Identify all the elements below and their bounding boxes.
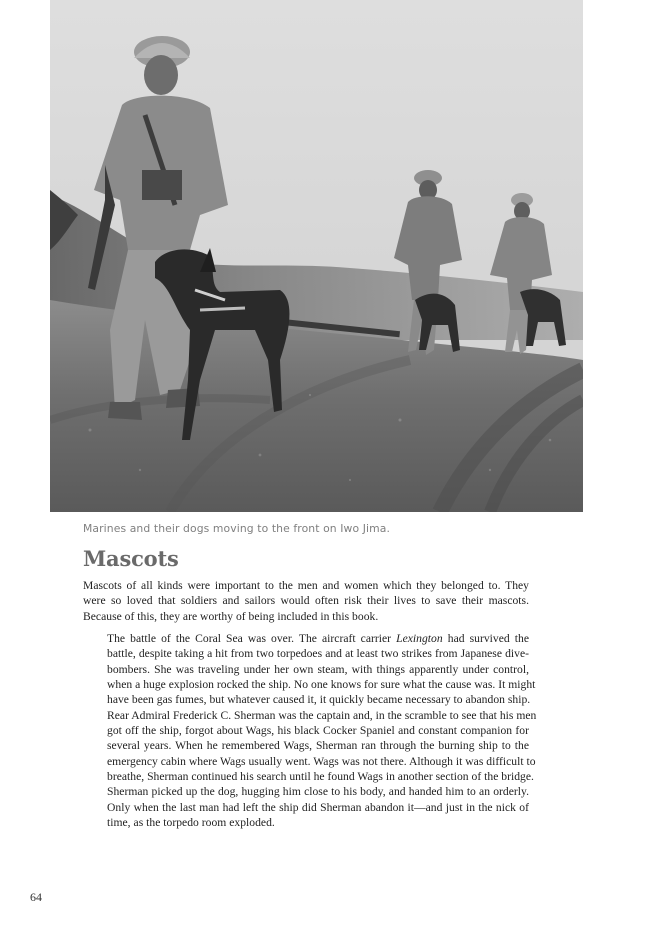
paragraph-line: Mascots of all kinds were important to the men and women which they belonged to. They xyxy=(83,579,529,592)
paragraph-line: time, as the torpedo room exploded. xyxy=(107,816,275,830)
photo-caption: Marines and their dogs moving to the front on Iwo Jima. xyxy=(83,522,390,535)
body-paragraph xyxy=(83,631,537,830)
ship-name-italic: Lexington xyxy=(396,632,443,645)
photo-marines-and-dogs xyxy=(50,0,583,512)
paragraph-line: breathe, Sherman continued his search until he found Wags in another section of the bridge. xyxy=(107,770,534,784)
paragraph-line: bombers. She was traveling under her own steam, with things apparently under control, xyxy=(107,662,529,676)
paragraph-line: emergency cabin where Wags usually went. Wags was not there. Although it was difficult to xyxy=(107,754,536,768)
photo-illustration xyxy=(50,0,583,512)
paragraph-line: battle, despite taking a hit from two torpedoes and at least two strikes from Japanese dive- xyxy=(107,647,529,661)
paragraph-line-first xyxy=(83,631,529,646)
section-heading: Mascots xyxy=(83,546,179,571)
text-fragment: The battle of the Coral Sea was over. The aircraft carrier xyxy=(107,632,397,645)
paragraph-line: several years. When he remembered Wags, Sherman ran through the burning ship to the xyxy=(107,739,529,753)
paragraph-line: were so loved that soldiers and sailors would often risk their lives to save their mascots. xyxy=(83,594,529,608)
paragraph-line: Rear Admiral Frederick C. Sherman was the captain and, in the scramble to see that his men xyxy=(107,708,537,722)
page-number: 64 xyxy=(30,890,42,904)
paragraph-line: Only when the last man had left the ship did Sherman abandon it—and just in the nick of xyxy=(107,800,529,814)
intro-paragraph xyxy=(83,578,529,624)
paragraph-line: Sherman picked up the dog, hugging him close to his body, and handed him to an orderly. xyxy=(107,785,529,799)
paragraph-line: got off the ship, forgot about Wags, his black Cocker Spaniel and constant companion for xyxy=(107,724,529,738)
text-fragment: had survived the xyxy=(442,632,529,645)
paragraph-line: when a huge explosion rocked the ship. No one knows for sure what the cause was. It might xyxy=(107,678,536,692)
paragraph-line: have been gas fumes, but whatever caused it, it quickly became necessary to abandon ship. xyxy=(107,693,531,707)
paragraph-line: Because of this, they are worthy of being included in this book. xyxy=(83,609,379,623)
